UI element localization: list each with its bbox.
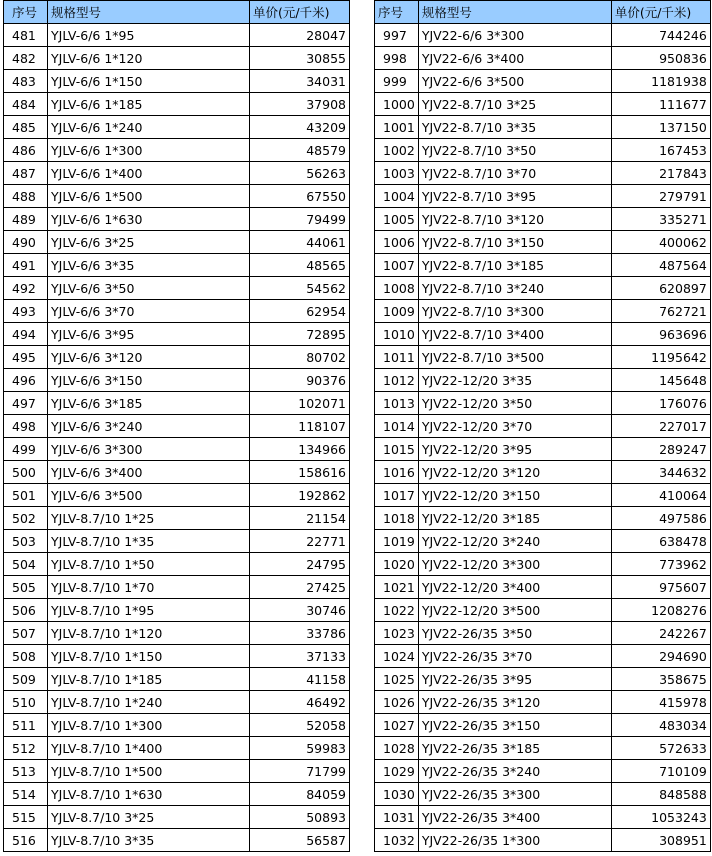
cell-model: YJLV-8.7/10 1*240: [48, 691, 250, 714]
table-row: [4, 484, 350, 507]
table-row: [375, 714, 711, 737]
table-row: [4, 530, 350, 553]
cell-no: 514: [4, 783, 48, 806]
cell-model: YJLV-8.7/10 1*630: [48, 783, 250, 806]
cell-model: YJV22-8.7/10 3*120: [418, 208, 611, 231]
cell-price: 158616: [250, 461, 350, 484]
cell-no: 1015: [375, 438, 419, 461]
cell-price: 963696: [611, 323, 710, 346]
table-row: [375, 24, 711, 47]
cell-model: YJLV-6/6 3*400: [48, 461, 250, 484]
cell-price: 44061: [250, 231, 350, 254]
cell-price: 773962: [611, 553, 710, 576]
cell-price: 30746: [250, 599, 350, 622]
cell-model: YJV22-6/6 3*500: [418, 70, 611, 93]
cell-no: 505: [4, 576, 48, 599]
cell-model: YJLV-8.7/10 1*500: [48, 760, 250, 783]
table-row: [375, 162, 711, 185]
cell-model: YJV22-8.7/10 3*35: [418, 116, 611, 139]
cell-price: 848588: [611, 783, 710, 806]
cell-price: 28047: [250, 24, 350, 47]
cell-no: 485: [4, 116, 48, 139]
table-row: [4, 737, 350, 760]
cell-price: 335271: [611, 208, 710, 231]
table-row: [4, 599, 350, 622]
cell-model: YJLV-8.7/10 1*185: [48, 668, 250, 691]
cell-no: 506: [4, 599, 48, 622]
cell-model: YJLV-6/6 3*35: [48, 254, 250, 277]
table-row: [375, 70, 711, 93]
cell-price: 358675: [611, 668, 710, 691]
table-row: [4, 760, 350, 783]
cell-price: 1181938: [611, 70, 710, 93]
table-row: [4, 392, 350, 415]
cell-price: 167453: [611, 139, 710, 162]
table-row: [375, 185, 711, 208]
cell-model: YJLV-8.7/10 1*95: [48, 599, 250, 622]
cell-price: 487564: [611, 254, 710, 277]
cell-price: 638478: [611, 530, 710, 553]
cell-price: 56263: [250, 162, 350, 185]
cell-price: 1208276: [611, 599, 710, 622]
table-row: [375, 553, 711, 576]
cell-price: 950836: [611, 47, 710, 70]
cell-no: 484: [4, 93, 48, 116]
cell-no: 1014: [375, 415, 419, 438]
cell-price: 37133: [250, 645, 350, 668]
cell-no: 1023: [375, 622, 419, 645]
table-row: [375, 737, 711, 760]
cell-no: 1032: [375, 829, 419, 852]
table-row: [375, 47, 711, 70]
cell-no: 1027: [375, 714, 419, 737]
cell-model: YJV22-12/20 3*240: [418, 530, 611, 553]
cell-price: 762721: [611, 300, 710, 323]
cell-model: YJLV-6/6 1*95: [48, 24, 250, 47]
cell-price: 410064: [611, 484, 710, 507]
table-row: [4, 346, 350, 369]
cell-no: 1026: [375, 691, 419, 714]
cell-price: 24795: [250, 553, 350, 576]
table-row: [375, 300, 711, 323]
cell-no: 1007: [375, 254, 419, 277]
table-header-row: [4, 1, 350, 24]
cell-model: YJLV-8.7/10 1*35: [48, 530, 250, 553]
cell-no: 494: [4, 323, 48, 346]
cell-price: 744246: [611, 24, 710, 47]
cell-no: 499: [4, 438, 48, 461]
table-row: [375, 530, 711, 553]
cell-model: YJV22-12/20 3*70: [418, 415, 611, 438]
cell-no: 1010: [375, 323, 419, 346]
cell-price: 90376: [250, 369, 350, 392]
table-row: [4, 461, 350, 484]
cell-no: 510: [4, 691, 48, 714]
cell-model: YJLV-6/6 1*240: [48, 116, 250, 139]
table-row: [4, 576, 350, 599]
cell-price: 80702: [250, 346, 350, 369]
cell-model: YJV22-26/35 1*300: [418, 829, 611, 852]
table-row: [375, 829, 711, 852]
cell-model: YJV22-8.7/10 3*185: [418, 254, 611, 277]
cell-no: 1030: [375, 783, 419, 806]
cell-no: 512: [4, 737, 48, 760]
cell-model: YJLV-6/6 3*50: [48, 277, 250, 300]
table-row: [4, 806, 350, 829]
header-no: 序号: [375, 1, 419, 24]
cell-model: YJLV-6/6 1*185: [48, 93, 250, 116]
cell-no: 486: [4, 139, 48, 162]
cell-model: YJV22-26/35 3*240: [418, 760, 611, 783]
table-row: [4, 438, 350, 461]
table-row: [375, 668, 711, 691]
cell-price: 483034: [611, 714, 710, 737]
cell-no: 1003: [375, 162, 419, 185]
cell-price: 67550: [250, 185, 350, 208]
price-table-left: [3, 0, 350, 852]
cell-model: YJLV-8.7/10 1*25: [48, 507, 250, 530]
cell-price: 308951: [611, 829, 710, 852]
cell-no: 1000: [375, 93, 419, 116]
header-no: 序号: [4, 1, 48, 24]
cell-model: YJV22-26/35 3*185: [418, 737, 611, 760]
table-row: [4, 668, 350, 691]
table-row: [4, 415, 350, 438]
cell-model: YJV22-8.7/10 3*50: [418, 139, 611, 162]
table-row: [375, 139, 711, 162]
cell-no: 492: [4, 277, 48, 300]
cell-no: 515: [4, 806, 48, 829]
cell-price: 176076: [611, 392, 710, 415]
table-row: [375, 484, 711, 507]
cell-no: 1001: [375, 116, 419, 139]
cell-no: 1029: [375, 760, 419, 783]
cell-price: 415978: [611, 691, 710, 714]
table-row: [375, 277, 711, 300]
table-row: [4, 139, 350, 162]
cell-price: 30855: [250, 47, 350, 70]
table-row: [4, 323, 350, 346]
table-row: [4, 24, 350, 47]
cell-price: 71799: [250, 760, 350, 783]
cell-price: 22771: [250, 530, 350, 553]
cell-no: 1021: [375, 576, 419, 599]
cell-no: 507: [4, 622, 48, 645]
table-row: [4, 507, 350, 530]
cell-model: YJV22-8.7/10 3*300: [418, 300, 611, 323]
cell-no: 513: [4, 760, 48, 783]
cell-price: 289247: [611, 438, 710, 461]
cell-price: 37908: [250, 93, 350, 116]
cell-model: YJV22-26/35 3*120: [418, 691, 611, 714]
table-row: [4, 47, 350, 70]
cell-model: YJV22-12/20 3*150: [418, 484, 611, 507]
cell-model: YJLV-6/6 1*120: [48, 47, 250, 70]
cell-model: YJV22-12/20 3*50: [418, 392, 611, 415]
cell-no: 1011: [375, 346, 419, 369]
table-row: [4, 300, 350, 323]
cell-price: 33786: [250, 622, 350, 645]
cell-model: YJLV-6/6 1*500: [48, 185, 250, 208]
table-row: [4, 691, 350, 714]
cell-no: 1012: [375, 369, 419, 392]
cell-no: 491: [4, 254, 48, 277]
cell-no: 998: [375, 47, 419, 70]
cell-no: 488: [4, 185, 48, 208]
cell-model: YJV22-8.7/10 3*240: [418, 277, 611, 300]
cell-model: YJV22-12/20 3*120: [418, 461, 611, 484]
cell-model: YJLV-8.7/10 1*120: [48, 622, 250, 645]
cell-no: 487: [4, 162, 48, 185]
cell-model: YJLV-6/6 3*300: [48, 438, 250, 461]
cell-no: 1024: [375, 645, 419, 668]
table-row: [4, 93, 350, 116]
cell-model: YJV22-12/20 3*185: [418, 507, 611, 530]
cell-price: 242267: [611, 622, 710, 645]
table-row: [375, 645, 711, 668]
cell-price: 27425: [250, 576, 350, 599]
cell-no: 1005: [375, 208, 419, 231]
cell-model: YJV22-12/20 3*95: [418, 438, 611, 461]
table-row: [375, 346, 711, 369]
cell-model: YJLV-6/6 3*500: [48, 484, 250, 507]
cell-no: 498: [4, 415, 48, 438]
cell-price: 62954: [250, 300, 350, 323]
cell-no: 489: [4, 208, 48, 231]
table-row: [375, 806, 711, 829]
table-row: [4, 254, 350, 277]
cell-model: YJLV-6/6 1*400: [48, 162, 250, 185]
cell-price: 52058: [250, 714, 350, 737]
cell-no: 511: [4, 714, 48, 737]
cell-model: YJLV-6/6 1*630: [48, 208, 250, 231]
cell-model: YJV22-26/35 3*95: [418, 668, 611, 691]
cell-model: YJV22-12/20 3*400: [418, 576, 611, 599]
cell-no: 516: [4, 829, 48, 852]
table-row: [4, 116, 350, 139]
cell-price: 59983: [250, 737, 350, 760]
cell-no: 1013: [375, 392, 419, 415]
cell-no: 999: [375, 70, 419, 93]
cell-model: YJLV-8.7/10 3*25: [48, 806, 250, 829]
table-row: [375, 392, 711, 415]
table-row: [375, 93, 711, 116]
cell-no: 501: [4, 484, 48, 507]
table-row: [375, 599, 711, 622]
table-row: [4, 208, 350, 231]
table-row: [375, 208, 711, 231]
cell-no: 483: [4, 70, 48, 93]
cell-no: 481: [4, 24, 48, 47]
cell-model: YJV22-12/20 3*35: [418, 369, 611, 392]
cell-no: 1028: [375, 737, 419, 760]
cell-no: 1020: [375, 553, 419, 576]
cell-no: 502: [4, 507, 48, 530]
cell-price: 975607: [611, 576, 710, 599]
cell-price: 43209: [250, 116, 350, 139]
cell-model: YJV22-26/35 3*400: [418, 806, 611, 829]
cell-no: 508: [4, 645, 48, 668]
cell-price: 1053243: [611, 806, 710, 829]
cell-model: YJLV-6/6 3*120: [48, 346, 250, 369]
cell-no: 1006: [375, 231, 419, 254]
table-row: [375, 461, 711, 484]
cell-price: 279791: [611, 185, 710, 208]
cell-price: 41158: [250, 668, 350, 691]
cell-no: 1008: [375, 277, 419, 300]
cell-model: YJLV-6/6 3*150: [48, 369, 250, 392]
header-price: 单价(元/千米): [611, 1, 710, 24]
table-header-row: [375, 1, 711, 24]
cell-price: 572633: [611, 737, 710, 760]
table-row: [375, 576, 711, 599]
cell-price: 79499: [250, 208, 350, 231]
table-row: [4, 783, 350, 806]
cell-price: 137150: [611, 116, 710, 139]
cell-price: 400062: [611, 231, 710, 254]
cell-model: YJLV-8.7/10 1*70: [48, 576, 250, 599]
cell-no: 997: [375, 24, 419, 47]
table-row: [375, 116, 711, 139]
table-row: [375, 415, 711, 438]
cell-no: 1009: [375, 300, 419, 323]
cell-no: 496: [4, 369, 48, 392]
cell-model: YJLV-8.7/10 1*150: [48, 645, 250, 668]
cell-no: 1022: [375, 599, 419, 622]
table-row: [375, 691, 711, 714]
cell-model: YJLV-6/6 3*70: [48, 300, 250, 323]
table-row: [4, 231, 350, 254]
cell-model: YJLV-6/6 3*25: [48, 231, 250, 254]
table-row: [4, 829, 350, 852]
header-model: 规格型号: [418, 1, 611, 24]
cell-price: 134966: [250, 438, 350, 461]
cell-model: YJLV-6/6 3*240: [48, 415, 250, 438]
cell-price: 118107: [250, 415, 350, 438]
cell-price: 84059: [250, 783, 350, 806]
cell-price: 48579: [250, 139, 350, 162]
table-row: [4, 70, 350, 93]
cell-model: YJV22-26/35 3*300: [418, 783, 611, 806]
cell-no: 1017: [375, 484, 419, 507]
cell-model: YJV22-12/20 3*500: [418, 599, 611, 622]
header-model: 规格型号: [48, 1, 250, 24]
cell-model: YJV22-26/35 3*50: [418, 622, 611, 645]
cell-price: 145648: [611, 369, 710, 392]
cell-no: 504: [4, 553, 48, 576]
cell-model: YJLV-6/6 3*185: [48, 392, 250, 415]
cell-model: YJV22-12/20 3*300: [418, 553, 611, 576]
cell-price: 48565: [250, 254, 350, 277]
cell-price: 21154: [250, 507, 350, 530]
cell-model: YJV22-26/35 3*70: [418, 645, 611, 668]
cell-model: YJLV-6/6 1*150: [48, 70, 250, 93]
cell-price: 54562: [250, 277, 350, 300]
cell-no: 493: [4, 300, 48, 323]
table-row: [375, 622, 711, 645]
cell-no: 482: [4, 47, 48, 70]
cell-model: YJLV-6/6 1*300: [48, 139, 250, 162]
cell-model: YJLV-8.7/10 1*400: [48, 737, 250, 760]
cell-price: 192862: [250, 484, 350, 507]
table-row: [375, 231, 711, 254]
table-row: [4, 185, 350, 208]
cell-no: 1018: [375, 507, 419, 530]
cell-price: 34031: [250, 70, 350, 93]
cell-model: YJLV-8.7/10 1*300: [48, 714, 250, 737]
table-row: [375, 760, 711, 783]
cell-price: 50893: [250, 806, 350, 829]
cell-price: 217843: [611, 162, 710, 185]
cell-price: 497586: [611, 507, 710, 530]
cell-no: 1025: [375, 668, 419, 691]
table-row: [375, 323, 711, 346]
table-row: [375, 507, 711, 530]
table-row: [375, 438, 711, 461]
table-row: [4, 622, 350, 645]
cell-model: YJV22-26/35 3*150: [418, 714, 611, 737]
cell-model: YJLV-6/6 3*95: [48, 323, 250, 346]
cell-price: 72895: [250, 323, 350, 346]
cell-no: 509: [4, 668, 48, 691]
cell-no: 503: [4, 530, 48, 553]
table-row: [4, 645, 350, 668]
cell-no: 1004: [375, 185, 419, 208]
cell-price: 102071: [250, 392, 350, 415]
cell-price: 710109: [611, 760, 710, 783]
cell-no: 1002: [375, 139, 419, 162]
cell-no: 495: [4, 346, 48, 369]
cell-no: 497: [4, 392, 48, 415]
cell-no: 500: [4, 461, 48, 484]
table-row: [375, 369, 711, 392]
price-table-right: [374, 0, 711, 852]
cell-price: 294690: [611, 645, 710, 668]
cell-price: 227017: [611, 415, 710, 438]
cell-model: YJV22-6/6 3*400: [418, 47, 611, 70]
cell-model: YJV22-8.7/10 3*400: [418, 323, 611, 346]
table-row: [4, 277, 350, 300]
cell-model: YJLV-8.7/10 3*35: [48, 829, 250, 852]
cell-model: YJV22-8.7/10 3*70: [418, 162, 611, 185]
cell-price: 56587: [250, 829, 350, 852]
cell-price: 344632: [611, 461, 710, 484]
header-price: 单价(元/千米): [250, 1, 350, 24]
cell-no: 1019: [375, 530, 419, 553]
table-row: [4, 369, 350, 392]
table-row: [4, 714, 350, 737]
table-row: [375, 254, 711, 277]
cell-price: 1195642: [611, 346, 710, 369]
cell-no: 1031: [375, 806, 419, 829]
cell-model: YJV22-8.7/10 3*500: [418, 346, 611, 369]
table-row: [375, 783, 711, 806]
cell-model: YJV22-8.7/10 3*95: [418, 185, 611, 208]
cell-no: 1016: [375, 461, 419, 484]
cell-model: YJV22-6/6 3*300: [418, 24, 611, 47]
table-row: [4, 553, 350, 576]
cell-no: 490: [4, 231, 48, 254]
cell-price: 46492: [250, 691, 350, 714]
cell-model: YJV22-8.7/10 3*150: [418, 231, 611, 254]
table-row: [4, 162, 350, 185]
cell-model: YJV22-8.7/10 3*25: [418, 93, 611, 116]
cell-price: 620897: [611, 277, 710, 300]
cell-model: YJLV-8.7/10 1*50: [48, 553, 250, 576]
cell-price: 111677: [611, 93, 710, 116]
